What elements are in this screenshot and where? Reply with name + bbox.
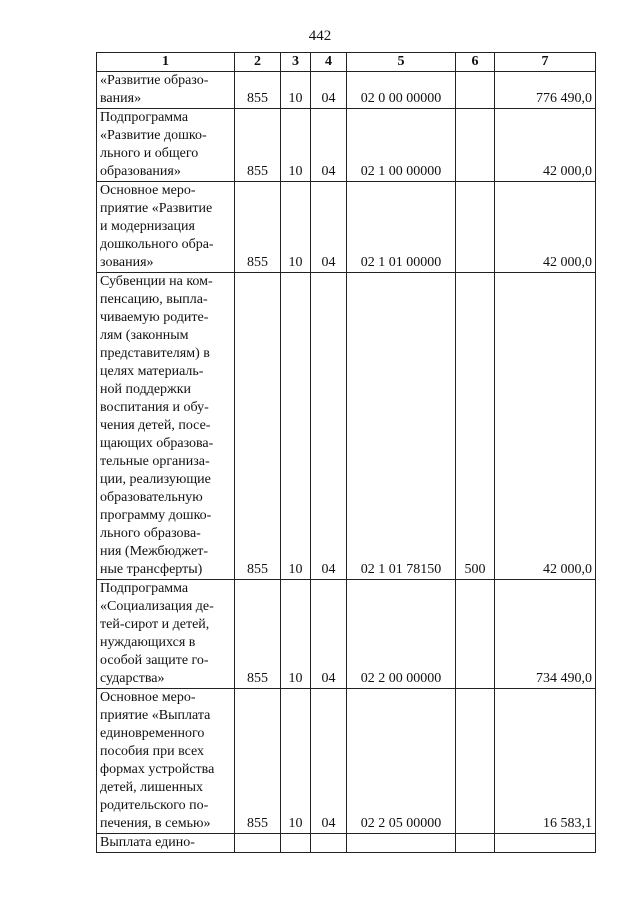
row-col-4-cell: 04 <box>311 273 347 580</box>
header-col-2: 2 <box>235 53 281 72</box>
budget-table <box>96 52 596 853</box>
row-col-5-cell: 02 1 01 00000 <box>347 182 456 273</box>
row-col-7-cell: 734 490,0 <box>495 580 596 689</box>
row-col-2-cell: 855 <box>235 689 281 834</box>
row-col-7-cell: 16 583,1 <box>495 689 596 834</box>
row-col-3-cell: 10 <box>281 109 311 182</box>
table-row <box>97 182 596 273</box>
header-col-3: 3 <box>281 53 311 72</box>
row-col-6-cell <box>456 182 495 273</box>
table-header-row <box>97 53 596 72</box>
row-name-cell: Выплата едино- <box>97 834 235 853</box>
row-col-2-cell <box>235 834 281 853</box>
row-col-6-cell: 500 <box>456 273 495 580</box>
table-row <box>97 689 596 834</box>
row-col-6-cell <box>456 580 495 689</box>
row-col-3-cell: 10 <box>281 182 311 273</box>
row-col-4-cell: 04 <box>311 182 347 273</box>
row-col-5-cell: 02 2 00 00000 <box>347 580 456 689</box>
row-col-5-cell <box>347 834 456 853</box>
row-col-4-cell: 04 <box>311 689 347 834</box>
table-row <box>97 834 596 853</box>
row-col-6-cell <box>456 72 495 109</box>
row-name-cell: «Развитие образо- вания» <box>97 72 235 109</box>
row-col-7-cell: 42 000,0 <box>495 273 596 580</box>
row-name-cell: Подпрограмма «Развитие дошко- льного и общего образования» <box>97 109 235 182</box>
row-col-2-cell: 855 <box>235 182 281 273</box>
row-col-7-cell <box>495 834 596 853</box>
table-row <box>97 72 596 109</box>
row-col-3-cell: 10 <box>281 273 311 580</box>
row-col-6-cell <box>456 689 495 834</box>
row-col-7-cell: 42 000,0 <box>495 182 596 273</box>
table-row <box>97 580 596 689</box>
header-col-6: 6 <box>456 53 495 72</box>
row-name-cell: Подпрограмма «Социализация де- тей-сирот и детей, нуждающихся в особой защите го- сударства» <box>97 580 235 689</box>
row-name-cell: Субвенции на ком- пенсацию, выпла- чиваемую родите- лям (законным представителям) в целях материаль- ной поддержки воспитания и обу- чения детей, посе- щающих образова- тельные организа- ции, реализующие образовательную программу дошко- льного образова- ния (Межбюджет- ные трансферты) <box>97 273 235 580</box>
header-col-5: 5 <box>347 53 456 72</box>
row-col-2-cell: 855 <box>235 109 281 182</box>
page-number: 442 <box>308 28 332 44</box>
row-col-5-cell: 02 1 01 78150 <box>347 273 456 580</box>
header-col-1: 1 <box>97 53 235 72</box>
row-col-4-cell <box>311 834 347 853</box>
header-col-7: 7 <box>495 53 596 72</box>
row-col-3-cell: 10 <box>281 580 311 689</box>
row-name-cell: Основное меро- приятие «Выплата единовременного пособия при всех формах устройства детей, лишенных родительского по- печения, в семью» <box>97 689 235 834</box>
row-col-5-cell: 02 1 00 00000 <box>347 109 456 182</box>
row-col-5-cell: 02 0 00 00000 <box>347 72 456 109</box>
row-col-2-cell: 855 <box>235 72 281 109</box>
row-col-4-cell: 04 <box>311 580 347 689</box>
table-row <box>97 109 596 182</box>
row-col-6-cell <box>456 109 495 182</box>
row-col-7-cell: 776 490,0 <box>495 72 596 109</box>
row-name-cell: Основное меро- приятие «Развитие и модернизация дошкольного обра- зования» <box>97 182 235 273</box>
row-col-3-cell <box>281 834 311 853</box>
row-col-2-cell: 855 <box>235 273 281 580</box>
row-col-6-cell <box>456 834 495 853</box>
row-col-4-cell: 04 <box>311 109 347 182</box>
row-col-3-cell: 10 <box>281 72 311 109</box>
row-col-7-cell: 42 000,0 <box>495 109 596 182</box>
row-col-5-cell: 02 2 05 00000 <box>347 689 456 834</box>
table-row <box>97 273 596 580</box>
header-col-4: 4 <box>311 53 347 72</box>
row-col-4-cell: 04 <box>311 72 347 109</box>
row-col-3-cell: 10 <box>281 689 311 834</box>
row-col-2-cell: 855 <box>235 580 281 689</box>
